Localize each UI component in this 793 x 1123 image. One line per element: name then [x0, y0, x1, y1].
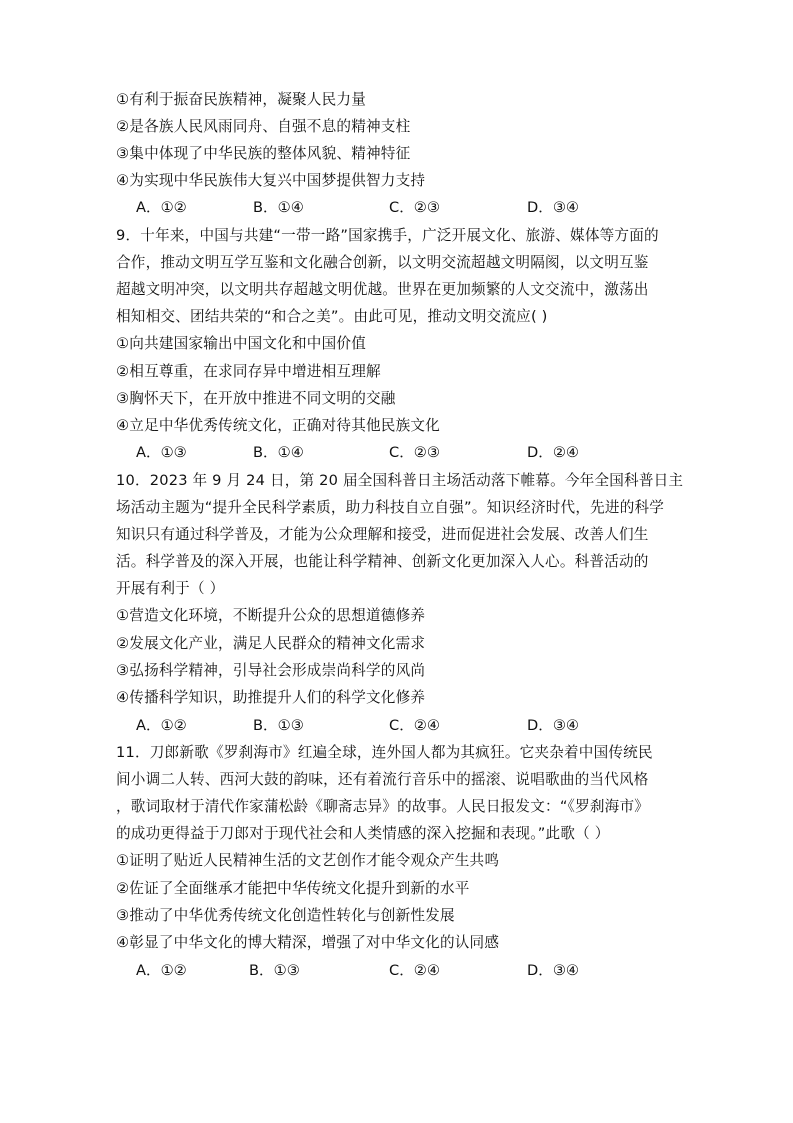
block1-item-2: ②是各族人民风雨同舟、自强不息的精神支柱: [116, 118, 411, 135]
q9-option-b: B．①④: [253, 444, 304, 461]
q10-item-3: ③弘扬科学精神，引导社会形成崇尚科学的风尚: [116, 662, 426, 679]
block1-item-3: ③集中体现了中华民族的整体风貌、精神特征: [116, 145, 411, 162]
q11-stem-line-2: 间小调二人转、西河大鼓的韵味，还有着流行音乐中的摇滚、说唱歌曲的当代风格: [116, 771, 649, 788]
q9-stem-line-3: 超越文明冲突，以文明共存超越文明优越。世界在更加频繁的人文交流中，激荡出: [116, 281, 649, 298]
q9-stem-line-2: 合作，推动文明互学互鉴和文化融合创新，以文明交流超越文明隔阂，以文明互鉴: [116, 254, 649, 271]
q10-stem-line-2: 场活动主题为“提升全民科学素质，助力科技自立自强”。知识经济时代，先进的科学: [116, 499, 665, 516]
q10-option-a: A．①②: [136, 717, 187, 734]
block1-option-d: D．③④: [527, 199, 579, 216]
q10-option-d: D．③④: [527, 717, 579, 734]
q9-stem-line-4: 相知相交、团结共荣的“和合之美”。由此可见，推动文明交流应( ): [116, 308, 548, 325]
block1-item-1: ①有利于振奋民族精神，凝聚人民力量: [116, 91, 366, 108]
block1-option-a: A．①②: [136, 199, 187, 216]
q9-option-c: C．②③: [389, 444, 440, 461]
q10-option-c: C．②④: [389, 717, 440, 734]
q10-stem-line-5: 开展有利于（ ）: [116, 580, 225, 597]
q10-stem-line-3: 知识只有通过科学普及，才能为公众理解和接受，进而促进社会发展、改善人们生: [116, 526, 649, 543]
q11-item-3: ③推动了中华优秀传统文化创造性转化与创新性发展: [116, 907, 455, 924]
q9-option-d: D．②④: [527, 444, 579, 461]
q9-item-3: ③胸怀天下，在开放中推进不同文明的交融: [116, 390, 396, 407]
q11-item-2: ②佐证了全面继承才能把中华传统文化提升到新的水平: [116, 880, 470, 897]
q11-item-1: ①证明了贴近人民精神生活的文艺创作才能令观众产生共鸣: [116, 852, 500, 869]
q11-stem-line-4: 的成功更得益于刀郎对于现代社会和人类情感的深入挖掘和表现。”此歌（ ）: [116, 825, 610, 842]
q10-item-1: ①营造文化环境，不断提升公众的思想道德修养: [116, 607, 426, 624]
q9-stem-line-1: 9．十年来，中国与共建“一带一路”国家携手，广泛开展文化、旅游、媒体等方面的: [116, 227, 659, 244]
block1-option-b: B．①④: [253, 199, 304, 216]
q10-stem-line-1: 10．2023 年 9 月 24 日，第 20 届全国科普日主场活动落下帷幕。今年全国科普日主: [116, 472, 684, 489]
q11-option-c: C．②④: [389, 962, 440, 979]
q11-stem-line-1: 11．刀郎新歌《罗刹海市》红遍全球，连外国人都为其疯狂。它夹杂着中国传统民: [116, 744, 653, 761]
q11-option-d: D．③④: [527, 962, 579, 979]
q9-option-a: A．①③: [136, 444, 187, 461]
q10-item-2: ②发展文化产业，满足人民群众的精神文化需求: [116, 635, 426, 652]
q9-item-4: ④立足中华优秀传统文化，正确对待其他民族文化: [116, 417, 440, 434]
q9-item-1: ①向共建国家输出中国文化和中国价值: [116, 335, 366, 352]
q11-option-b: B．①③: [249, 962, 300, 979]
q11-option-a: A．①②: [136, 962, 187, 979]
q10-option-b: B．①③: [253, 717, 304, 734]
q10-item-4: ④传播科学知识，助推提升人们的科学文化修养: [116, 689, 426, 706]
block1-item-4: ④为实现中华民族伟大复兴中国梦提供智力支持: [116, 172, 426, 189]
q11-item-4: ④彰显了中华文化的博大精深，增强了对中华文化的认同感: [116, 934, 500, 951]
q9-item-2: ②相互尊重，在求同存异中增进相互理解: [116, 363, 381, 380]
block1-option-c: C．②③: [389, 199, 440, 216]
q10-stem-line-4: 活。科学普及的深入开展，也能让科学精神、创新文化更加深入人心。科普活动的: [116, 553, 649, 570]
q11-stem-line-3: ，歌词取材于清代作家蒲松龄《聊斋志异》的故事。人民日报发文：“《罗刹海市》: [116, 798, 650, 815]
